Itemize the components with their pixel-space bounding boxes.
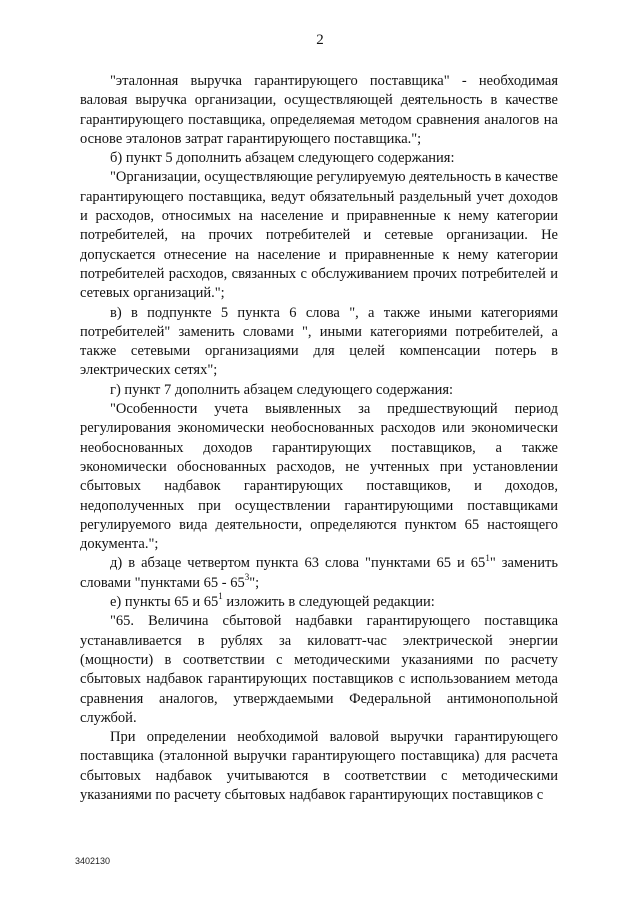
paragraph-definition: "эталонная выручка гарантирующего поставщика" - необходимая валовая выручка организации, осуществляющей деятельность в качестве гарантирующего поставщика, определяемая методом сравнения аналогов на основе эталонов затрат гарантирующего поставщика.";: [80, 73, 558, 147]
paragraph-v: в) в подпункте 5 пункта 6 слова ", а также иными категориями потребителей" заменить словами ", иными категориями потребителей, а также сетевыми организациями для целей компенсации потерь в электрических сетях";: [80, 304, 558, 379]
paragraph-g: г) пункт 7 дополнить абзацем следующего содержания:: [110, 381, 454, 398]
superscript: 1: [218, 591, 223, 602]
document-code: 3402130: [75, 856, 111, 866]
paragraph-g-text: "Особенности учета выявленных за предшествующий период регулирования экономически необоснованных расходов или экономически необоснованных доходов гарантирующих поставщиков, а также экономически обоснованных расходов, не учтенных при установлении сбытовых надбавок гарантирующих поставщиков, и доходов, недополученных при осуществлении гарантирующими поставщиками регулируемого вида деятельности, определяются пунктом 65 настоящего документа.";: [80, 401, 558, 553]
paragraph-revenue: При определении необходимой валовой выручки гарантирующего поставщика (эталонной выручки гарантирующего поставщика) для расчета сбытовых надбавок учитываются в соответствии с методическими указаниями по расчету сбытовых надбавок гарантирующих поставщиков с: [80, 729, 558, 803]
superscript: 1: [485, 552, 490, 563]
paragraph-65: "65. Величина сбытовой надбавки гарантирующего поставщика устанавливается в рублях за киловатт-час электрической энергии (мощности) в соответствии с методическими указаниями по расчету сбытовых надбавок гарантирующих поставщиков с использованием метода сравнения аналогов, утверждаемыми Федеральной антимонопольной службой.: [80, 613, 558, 726]
superscript: 3: [244, 571, 250, 582]
paragraph-d: [80, 554, 558, 593]
paragraph-e: [80, 593, 558, 612]
paragraph-e-after: изложить в следующей редакции:: [222, 594, 435, 611]
paragraph-d-before: д) в абзаце четвертом пункта 63 слова "пунктами 65 и 65: [110, 555, 486, 572]
document-body: [80, 72, 558, 805]
paragraph-e-before: е) пункты 65 и 65: [110, 594, 219, 611]
paragraph-b-text: "Организации, осуществляющие регулируемую деятельность в качестве гарантирующего поставщика, ведут обязательный раздельный учет доходов и расходов, относимых на население и приравненные к нему категории потребителей, на прочих потребителей и сетевые организации. Не допускается отнесение на население и приравненные к нему категории потребителей расходов, связанных с обслуживанием прочих потребителей и сетевых организаций.";: [80, 169, 558, 302]
page-number: 2: [316, 32, 324, 48]
paragraph-d-middle: " заменить словами "пунктами 65 - 65: [80, 555, 558, 591]
paragraph-d-after: ";: [249, 574, 260, 591]
paragraph-b: б) пункт 5 дополнить абзацем следующего содержания:: [110, 150, 455, 167]
